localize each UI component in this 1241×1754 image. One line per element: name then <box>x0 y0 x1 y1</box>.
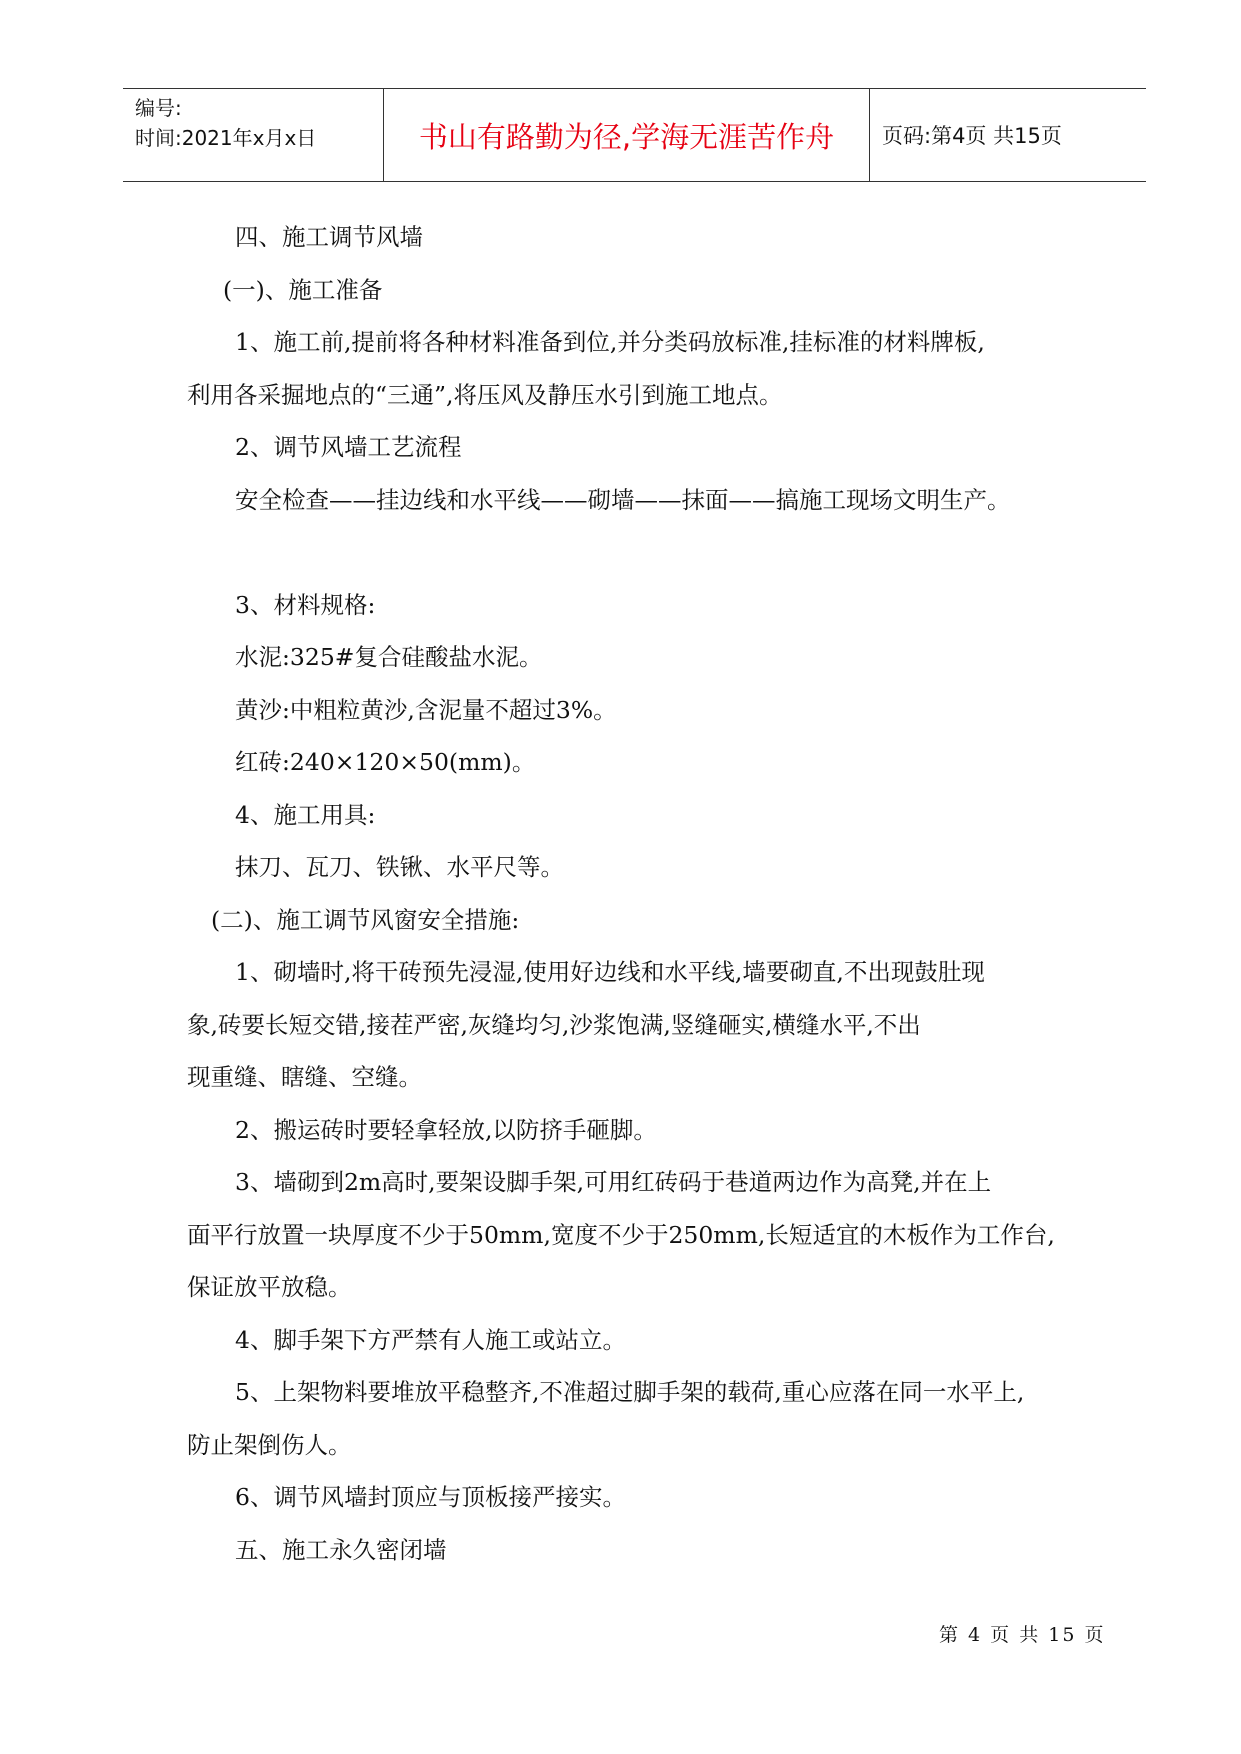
paragraph-line: 4、脚手架下方严禁有人施工或站立。 <box>235 1325 626 1354</box>
paragraph-line: 4、施工用具: <box>235 800 376 829</box>
paragraph-line: 5、上架物料要堆放平稳整齐,不准超过脚手架的载荷,重心应落在同一水平上, <box>235 1378 1025 1406</box>
header-meta <box>123 89 384 181</box>
time-label: 时间:2021年x月x日 <box>135 126 317 150</box>
paragraph-line: 黄沙:中粗粒黄沙,含泥量不超过3%。 <box>235 695 617 724</box>
header-page-info: 页码:第4页 共15页 <box>882 124 1062 148</box>
paragraph-line: 水泥:325#复合硅酸盐水泥。 <box>235 643 543 671</box>
document-body <box>187 222 1113 1587</box>
page-footer: 第 4 页 共 15 页 <box>939 1624 1106 1646</box>
blank-line <box>187 537 1113 590</box>
paragraph-line: 防止架倒伤人。 <box>187 1430 352 1459</box>
paragraph-line: 3、材料规格: <box>235 590 376 619</box>
paragraph-line: 6、调节风墙封顶应与顶板接严接实。 <box>235 1483 626 1511</box>
number-label: 编号: <box>135 96 182 120</box>
subsection-heading: (二)、施工调节风窗安全措施: <box>211 905 520 934</box>
paragraph-line: 2、搬运砖时要轻拿轻放,以防挤手砸脚。 <box>235 1115 657 1144</box>
paragraph-line: 保证放平放稳。 <box>187 1273 352 1301</box>
section-heading: 五、施工永久密闭墙 <box>235 1535 447 1564</box>
paragraph-line: 抹刀、瓦刀、铁锹、水平尺等。 <box>235 853 564 881</box>
paragraph-line: 利用各采掘地点的“三通”,将压风及静压水引到施工地点。 <box>187 380 783 409</box>
paragraph-line: 1、施工前,提前将各种材料准备到位,并分类码放标准,挂标准的材料牌板, <box>235 328 985 356</box>
paragraph-line: 2、调节风墙工艺流程 <box>235 433 462 461</box>
subsection-heading: (一)、施工准备 <box>223 275 383 304</box>
paragraph-line: 安全检查——挂边线和水平线——砌墙——抹面——搞施工现场文明生产。 <box>235 485 1011 514</box>
paragraph-line: 象,砖要长短交错,接茬严密,灰缝均匀,沙浆饱满,竖缝砸实,横缝水平,不出 <box>187 1010 921 1039</box>
paragraph-line: 1、砌墙时,将干砖预先浸湿,使用好边线和水平线,墙要砌直,不出现鼓肚现 <box>235 958 985 986</box>
paragraph-line: 面平行放置一块厚度不少于50mm,宽度不少于250mm,长短适宜的木板作为工作台, <box>187 1220 1055 1249</box>
paragraph-line: 红砖:240×120×50(mm)。 <box>235 748 536 776</box>
section-heading: 四、施工调节风墙 <box>235 223 423 251</box>
paragraph-line: 现重缝、瞎缝、空缝。 <box>187 1063 422 1091</box>
page-header <box>123 88 1146 182</box>
paragraph-line: 3、墙砌到2m高时,要架设脚手架,可用红砖码于巷道两边作为高凳,并在上 <box>235 1168 992 1196</box>
header-motto: 书山有路勤为径,学海无涯苦作舟 <box>384 89 870 181</box>
